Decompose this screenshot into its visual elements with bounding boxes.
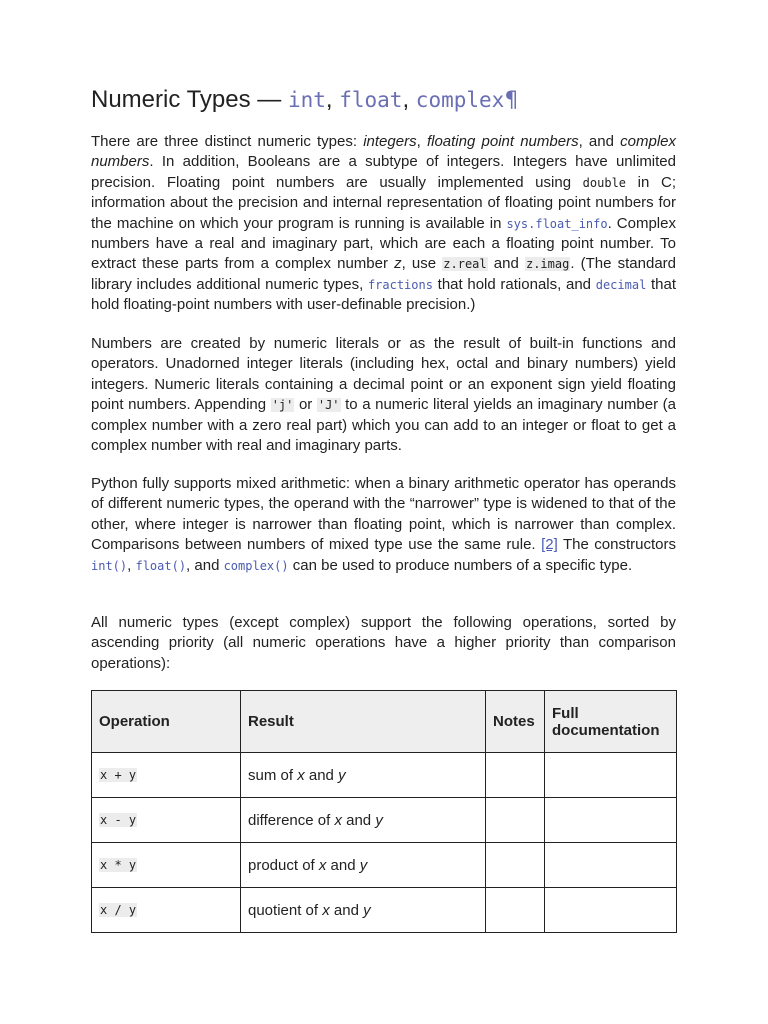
operation-code: x + y bbox=[100, 768, 137, 782]
operation-cell bbox=[92, 888, 241, 933]
complex-link[interactable]: complex bbox=[415, 88, 505, 112]
notes-cell bbox=[486, 753, 545, 798]
em-text: integers bbox=[363, 133, 417, 150]
em-text: x bbox=[297, 766, 305, 784]
em-text: x bbox=[322, 901, 330, 919]
text: product of bbox=[248, 856, 319, 874]
decimal-link[interactable]: decimal bbox=[595, 277, 647, 292]
header-operation: Operation bbox=[92, 691, 241, 753]
text: and bbox=[341, 811, 376, 829]
table-header-row bbox=[92, 691, 677, 753]
text: can be used to produce numbers of a specific type. bbox=[288, 556, 633, 574]
text: The constructors bbox=[557, 536, 676, 554]
text: and bbox=[326, 856, 360, 874]
text: There are three distinct numeric types: bbox=[91, 133, 364, 150]
text: , and bbox=[186, 556, 224, 574]
full-doc-cell bbox=[545, 888, 677, 933]
inline-code: 'J' bbox=[317, 398, 340, 413]
table-row bbox=[92, 843, 677, 888]
heading-text: Numeric Types — bbox=[91, 86, 288, 113]
table-row bbox=[92, 798, 677, 843]
em-text: floating point numbers bbox=[426, 133, 579, 150]
operation-cell bbox=[92, 843, 241, 888]
paragraph-mixed-arithmetic bbox=[91, 474, 676, 576]
text: difference of bbox=[248, 811, 335, 829]
text: in C; information about the precision and internal representation of floating point numbers for the machine on which your program is running is available in bbox=[91, 173, 676, 232]
text: , bbox=[416, 133, 427, 150]
operation-cell bbox=[92, 798, 241, 843]
paragraph-operations-intro: All numeric types (except complex) support the following operations, sorted by ascending priority (all numeric operations have a higher priority than comparison operations): bbox=[91, 614, 676, 672]
table-row bbox=[92, 888, 677, 933]
text: and bbox=[304, 766, 339, 784]
sys-float-info-link[interactable]: sys.float_info bbox=[506, 216, 608, 231]
text: , bbox=[127, 556, 136, 574]
complex-constructor-link[interactable]: complex() bbox=[223, 558, 289, 573]
table-row bbox=[92, 753, 677, 798]
inline-code: z.imag bbox=[525, 257, 570, 272]
paragraph-numeric-types bbox=[91, 132, 676, 316]
inline-code: 'j' bbox=[271, 398, 294, 413]
operations-table bbox=[91, 690, 677, 933]
permalink-icon[interactable]: ¶ bbox=[504, 88, 519, 113]
result-cell bbox=[241, 843, 486, 888]
header-text: documentation bbox=[552, 721, 660, 739]
text: and bbox=[329, 901, 364, 919]
full-doc-cell bbox=[545, 753, 677, 798]
em-text: y bbox=[363, 901, 371, 919]
float-constructor-link[interactable]: float() bbox=[135, 558, 187, 573]
heading-sep: , bbox=[402, 86, 416, 113]
operation-code: x / y bbox=[100, 903, 137, 917]
section-heading bbox=[91, 84, 518, 117]
inline-code: z.real bbox=[443, 257, 487, 272]
result-cell bbox=[241, 753, 486, 798]
em-text: y bbox=[375, 811, 383, 829]
text: . Complex numbers have a real and imaginary part, which are each a floating point number. To extract these parts from a complex number bbox=[91, 214, 676, 273]
em-text: z bbox=[394, 255, 402, 273]
result-cell bbox=[241, 798, 486, 843]
text: . In addition, Booleans are a subtype of integers. Integers have unlimited precision. Floating point numbers are usually implemented using bbox=[91, 153, 676, 191]
text: Python fully supports mixed arithmetic: when a binary arithmetic operator has operands of different numeric types, the operand with the “narrower” type is widened to that of the other, where integer is narrower than floating point, which is narrower than complex. Comparisons between numbers of mixed type use the same rule. bbox=[91, 475, 676, 554]
notes-cell bbox=[486, 843, 545, 888]
text: quotient of bbox=[248, 901, 323, 919]
inline-code: double bbox=[582, 175, 627, 190]
full-doc-cell bbox=[545, 798, 677, 843]
int-constructor-link[interactable]: int() bbox=[91, 558, 128, 573]
text: , and bbox=[578, 133, 621, 150]
text: sum of bbox=[248, 766, 298, 784]
fractions-link[interactable]: fractions bbox=[367, 277, 433, 292]
text: to a numeric literal yields an imaginary number (a complex number with a zero real part) which you can add to an integer or float to get a complex number with real and imaginary parts. bbox=[91, 396, 676, 455]
text: or bbox=[294, 396, 317, 414]
notes-cell bbox=[486, 888, 545, 933]
text: that hold floating-point numbers with user-definable precision.) bbox=[91, 275, 677, 314]
header-result: Result bbox=[241, 691, 486, 753]
text: Numbers are created by numeric literals or as the result of built-in functions and operators. Unadorned integer literals (including hex, octal and binary numbers) yield integers. Numeric literals containing a decimal point or an exponent sign yield floating point numbers. Appending bbox=[91, 335, 676, 414]
text: . (The standard library includes additional numeric types, bbox=[91, 255, 677, 293]
text: and bbox=[487, 255, 525, 273]
header-text: Full bbox=[552, 704, 579, 722]
em-text: y bbox=[338, 766, 346, 784]
result-cell bbox=[241, 888, 486, 933]
heading-sep: , bbox=[325, 86, 340, 113]
em-text: x bbox=[318, 856, 327, 874]
paragraph-numeric-literals bbox=[91, 334, 676, 456]
float-link[interactable]: float bbox=[339, 88, 403, 112]
em-text: complex numbers bbox=[91, 133, 676, 171]
text: , use bbox=[401, 255, 443, 273]
int-link[interactable]: int bbox=[287, 88, 326, 112]
em-text: x bbox=[334, 811, 342, 829]
full-doc-cell bbox=[545, 843, 677, 888]
operation-code: x - y bbox=[100, 813, 137, 827]
operation-code: x * y bbox=[100, 858, 137, 872]
footnote-link[interactable]: [2] bbox=[541, 536, 558, 554]
notes-cell bbox=[486, 798, 545, 843]
header-full-documentation bbox=[545, 691, 677, 753]
header-notes: Notes bbox=[486, 691, 545, 753]
em-text: y bbox=[359, 856, 368, 874]
operation-cell bbox=[92, 753, 241, 798]
text: that hold rationals, and bbox=[432, 275, 596, 293]
